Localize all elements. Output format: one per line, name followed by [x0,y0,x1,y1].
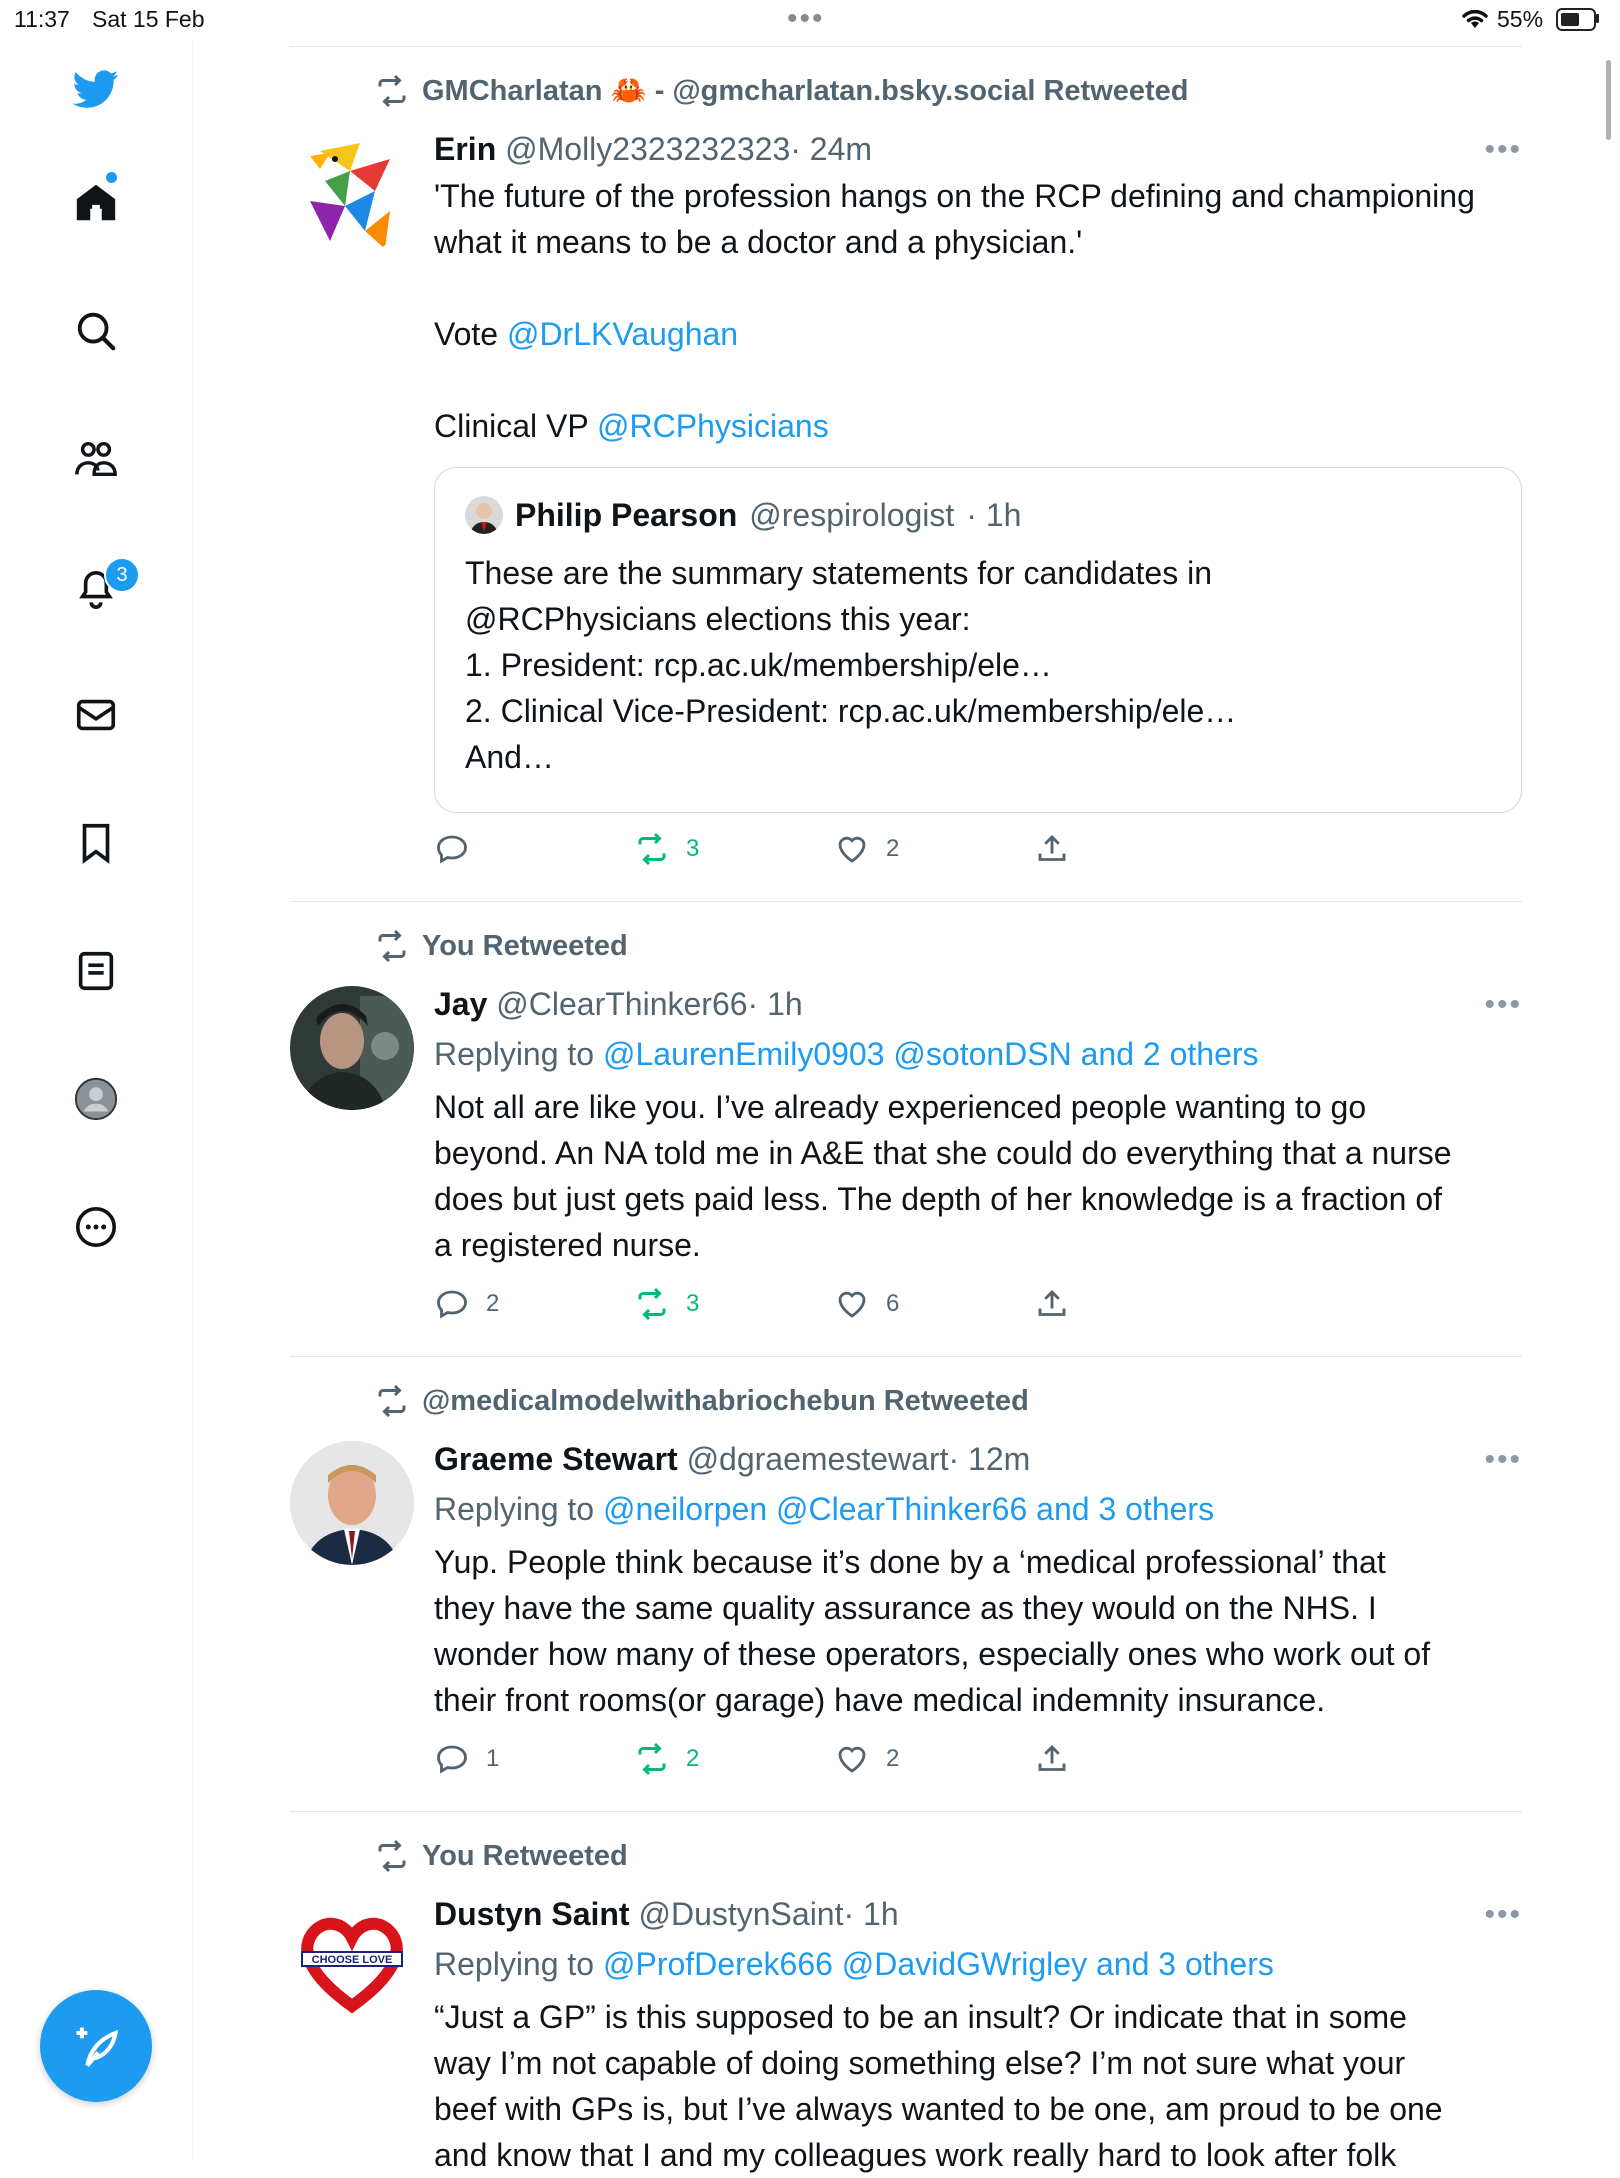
replying-to: Replying to @neilorpen @ClearThinker66 and 3 others [434,1491,1215,1527]
tweet-text [434,173,1534,449]
share-icon [1034,831,1070,867]
like-button[interactable]: 2 [834,831,899,867]
tweet[interactable] [290,901,1522,1356]
retweet-icon [634,831,670,867]
quoted-author-name: Philip Pearson [515,496,738,533]
tweet-header [434,131,872,168]
retweet-context [374,1383,1029,1419]
author-handle[interactable]: @ClearThinker66 [496,986,748,1022]
retweet-icon [374,1383,410,1419]
retweeted-by-label: You Retweeted [422,1839,628,1872]
mention-link[interactable]: @RCPhysicians [597,408,829,444]
author-handle[interactable]: @dgraemestewart [686,1441,949,1477]
quoted-tweet-header [465,496,1021,534]
tweet[interactable] [290,1356,1522,1811]
more-options-icon[interactable] [65,1196,127,1258]
tweet-time[interactable]: · 24m [790,131,873,167]
tweet-paragraph: Vote @DrLKVaughan [434,316,739,352]
multitasking-dots-icon[interactable]: ••• [787,2,825,35]
heart-icon [834,1286,870,1322]
tweet-header [434,986,803,1023]
tweet-text: Yup. People think because it’s done by a ‘medical professional’ that they have the same quality assurance as they would on the NHS. I wonder how many of these operators, especially ones who work out of their front rooms(or garage) have medical indemnity insurance. [434,1544,1431,1718]
home-unread-dot [106,172,117,183]
heart-icon [834,831,870,867]
wifi-icon [1460,6,1490,36]
reply-icon [434,831,470,867]
tweet-more-icon[interactable]: ••• [1484,1898,1522,1931]
tweet-more-icon[interactable]: ••• [1484,1443,1522,1476]
clock: 11:37 [14,6,70,32]
retweeted-by-label: You Retweeted [422,929,628,962]
like-button[interactable]: 6 [834,1286,899,1322]
share-button[interactable] [1034,1741,1070,1777]
person-photo-avatar [290,986,414,1110]
avatar-caption: CHOOSE LOVE [311,1954,393,1966]
quoted-tweet-time: · 1h [966,496,1022,533]
quoted-author-avatar [465,496,503,534]
quoted-tweet[interactable] [434,467,1522,813]
timeline-feed [290,46,1522,2172]
avatar[interactable] [290,986,414,1110]
author-handle[interactable]: @DustynSaint [638,1896,844,1932]
tweet-more-icon[interactable]: ••• [1484,988,1522,1021]
tweet-text: Not all are like you. I’ve already experienced people wanting to go beyond. An NA told me in A&E that she could do everything that a nurse does but just gets paid less. The depth of her knowledge is a fraction of a registered nurse. [434,1089,1452,1263]
like-button[interactable]: 2 [834,1741,899,1777]
retweet-icon [374,928,410,964]
date: Sat 15 Feb [92,6,205,32]
retweeted-by-label: @medicalmodelwithabriochebun Retweeted [422,1384,1029,1417]
author-name[interactable]: Dustyn Saint [434,1896,630,1932]
reply-button[interactable] [434,831,486,867]
tweet-actions [434,1741,1094,1781]
retweet-button[interactable]: 3 [634,831,699,867]
author-name[interactable]: Graeme Stewart [434,1441,678,1477]
retweeted-by-label: GMCharlatan 🦀 - @gmcharlatan.bsky.social Retweeted [422,75,1189,107]
person-photo-avatar [290,1441,414,1565]
avatar[interactable] [290,131,414,255]
messages-icon[interactable] [65,684,127,746]
quoted-tweet-text: These are the summary statements for candidates in @RCPhysicians elections this year: 1. President: rcp.ac.uk/membership/ele… 2. Clinical Vice-President: rcp.ac.uk/membership/ele… And… [465,555,1237,775]
author-name[interactable]: Erin [434,131,497,167]
tweet-text: “Just a GP” is this supposed to be an insult? Or indicate that in some way I’m not capable of doing something else? I’m not sure what your beef with GPs is, but I’ve always wanted to be one, am proud to be one and know that I and my colleagues work really hard to look after folk [434,1999,1443,2173]
share-icon [1034,1286,1070,1322]
share-button[interactable] [1034,1286,1070,1322]
retweet-context [374,1838,628,1874]
status-bar [0,0,1620,40]
reply-icon [434,1741,470,1777]
battery-percent: 55% [1497,6,1544,32]
tweet-header [434,1896,899,1933]
notification-count-badge: 3 [104,557,140,593]
tweet-more-icon[interactable]: ••• [1484,133,1522,166]
author-handle[interactable]: @Molly2323232323 [505,131,791,167]
avatar[interactable] [290,1896,414,2020]
tweet-header [434,1441,1030,1478]
tweet-time[interactable]: · 1h [843,1896,899,1932]
tweet[interactable] [290,46,1522,901]
tweet-time[interactable]: · 12m [948,1441,1031,1477]
tweet-actions [434,1286,1094,1326]
lists-icon[interactable] [65,940,127,1002]
heart-icon [834,1741,870,1777]
mention-link[interactable]: @DrLKVaughan [506,316,739,352]
retweet-icon [634,1286,670,1322]
share-button[interactable] [1034,831,1070,867]
twitter-logo-icon[interactable] [65,58,127,120]
reply-button[interactable]: 2 [434,1286,499,1322]
profile-avatar-icon[interactable] [65,1068,127,1130]
replying-to: Replying to @ProfDerek666 @DavidGWrigley and 3 others [434,1946,1274,1982]
tweet-time[interactable]: · 1h [747,986,803,1022]
tweet-paragraph: 'The future of the profession hangs on the RCP defining and championing what it means to be a doctor and a physician.' [434,178,1475,260]
choose-love-heart-avatar [290,1896,414,2020]
quoted-author-handle: @respirologist [749,496,955,533]
reply-button[interactable]: 1 [434,1741,499,1777]
compose-feather-icon [70,2020,122,2072]
retweet-icon [374,1838,410,1874]
home-icon[interactable] [65,172,127,234]
replying-to-links[interactable]: @LaurenEmily0903 @sotonDSN and 2 others [602,1036,1259,1072]
compose-tweet-button[interactable] [40,1990,152,2102]
retweet-context [374,73,1189,109]
replying-to-links[interactable]: @neilorpen @ClearThinker66 and 3 others [602,1491,1215,1527]
replying-to: Replying to @LaurenEmily0903 @sotonDSN and 2 others [434,1036,1259,1072]
author-name[interactable]: Jay [434,986,488,1022]
battery-icon [1556,8,1596,31]
tweet-actions [434,831,1094,871]
share-icon [1034,1741,1070,1777]
avatar[interactable] [290,1441,414,1565]
tweet[interactable] [290,1811,1522,2172]
retweet-context [374,928,628,964]
bookmarks-icon[interactable] [65,812,127,874]
search-icon[interactable] [65,300,127,362]
retweet-icon [634,1741,670,1777]
replying-to-links[interactable]: @ProfDerek666 @DavidGWrigley and 3 others [602,1946,1274,1982]
communities-icon[interactable] [65,428,127,490]
scrollbar[interactable] [1606,60,1611,140]
retweet-button[interactable]: 3 [634,1286,699,1322]
eagle-avatar-image [290,131,414,255]
retweet-icon [374,73,410,109]
tweet-paragraph: Clinical VP @RCPhysicians [434,408,829,444]
reply-icon [434,1286,470,1322]
retweet-button[interactable]: 2 [634,1741,699,1777]
